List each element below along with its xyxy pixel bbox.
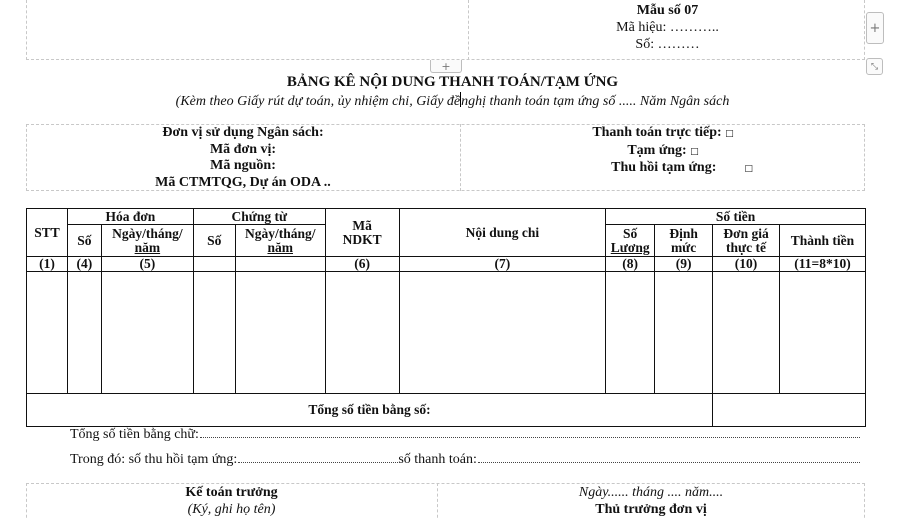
program-code-label: Mã CTMTQG, Dự án ODA .. bbox=[155, 174, 331, 190]
header-row-1 bbox=[27, 209, 866, 225]
chief-accountant-title: Kế toán trưởng bbox=[185, 485, 278, 500]
col-quantity: Số Lương bbox=[606, 225, 655, 257]
budget-unit-label: Đơn vị sử dụng Ngân sách: bbox=[162, 125, 324, 140]
checkbox-icon[interactable]: □ bbox=[725, 129, 734, 139]
of-which-line bbox=[70, 451, 860, 476]
col-voucher-date: Ngày/tháng/ năm bbox=[235, 225, 325, 257]
add-row-button[interactable] bbox=[430, 60, 462, 73]
col-norm: Định mức bbox=[655, 225, 713, 257]
plus-icon: + bbox=[869, 20, 881, 36]
budget-unit-info bbox=[26, 125, 460, 191]
amount-lines bbox=[70, 426, 860, 476]
cell-ndkt[interactable] bbox=[325, 272, 399, 394]
form-number: Mẫu số 07 bbox=[636, 3, 699, 18]
sign-note: (Ký, ghi họ tên) bbox=[187, 502, 276, 517]
advance-recovery-option[interactable]: Thu hồi tạm ứng: □ bbox=[611, 160, 753, 175]
code-label: Mã hiệu: ……….. bbox=[616, 20, 719, 35]
document-title: BẢNG KÊ NỘI DUNG THANH TOÁN/TẠM ỨNG bbox=[286, 74, 619, 90]
col-content: Nội dung chi bbox=[399, 209, 606, 257]
col-ndkt: Mã NDKT bbox=[325, 209, 399, 257]
signature-date: Ngày...... tháng .... năm.... bbox=[578, 485, 724, 500]
subtitle-text-after: nghị thanh toán tạm ứng số ..... Năm Ngân sách bbox=[461, 94, 730, 109]
cell-voucher-date[interactable] bbox=[235, 272, 325, 394]
cell-invoice-date[interactable] bbox=[101, 272, 193, 394]
advance-option[interactable]: Tạm ứng: □ bbox=[627, 142, 699, 158]
total-label: Tổng số tiền bằng số: bbox=[27, 394, 713, 427]
amount-in-words-label: Tổng số tiền bằng chữ: bbox=[70, 427, 199, 442]
unit-head-title: Thủ trưởng đơn vị bbox=[595, 502, 707, 517]
total-value-cell[interactable] bbox=[713, 394, 866, 427]
col-total: Thành tiền bbox=[779, 225, 865, 257]
payment-table bbox=[26, 208, 866, 427]
col-voucher: Chứng từ bbox=[193, 209, 325, 225]
subtitle-text-before: (Kèm theo Giấy rút dự toán, ủy nhiệm chi, Giấy đề bbox=[175, 94, 461, 109]
cell-total[interactable] bbox=[779, 272, 865, 394]
total-row bbox=[27, 394, 866, 427]
direct-payment-option[interactable]: Thanh toán trực tiếp: □ bbox=[592, 125, 734, 140]
chief-accountant-signature bbox=[26, 484, 437, 518]
header-divider bbox=[468, 0, 469, 60]
add-column-button[interactable] bbox=[866, 12, 884, 44]
checkbox-icon[interactable]: □ bbox=[744, 164, 753, 174]
col-invoice-date: Ngày/tháng/ năm bbox=[101, 225, 193, 257]
payment-type-info bbox=[461, 125, 865, 178]
cell-norm[interactable] bbox=[655, 272, 713, 394]
col-voucher-number: Số bbox=[193, 225, 235, 257]
cell-unit-price[interactable] bbox=[713, 272, 780, 394]
resize-icon: ⤡ bbox=[870, 61, 879, 72]
amount-in-words-line bbox=[70, 426, 860, 451]
amount-in-words-field[interactable] bbox=[200, 427, 860, 438]
table-row[interactable] bbox=[27, 272, 866, 394]
document-subtitle[interactable] bbox=[0, 92, 905, 110]
payment-amount-label: số thanh toán: bbox=[398, 452, 477, 467]
plus-icon: + bbox=[441, 59, 451, 73]
col-invoice-number: Số bbox=[67, 225, 101, 257]
col-stt: STT bbox=[27, 209, 68, 257]
source-code-label: Mã nguồn: bbox=[210, 158, 276, 173]
unit-code-label: Mã đơn vị: bbox=[209, 141, 277, 157]
number-label: Số: ……… bbox=[635, 37, 700, 52]
checkbox-icon[interactable]: □ bbox=[690, 146, 699, 157]
advance-recovery-field[interactable] bbox=[238, 452, 398, 463]
cell-content[interactable] bbox=[399, 272, 606, 394]
cell-quantity[interactable] bbox=[606, 272, 655, 394]
col-invoice: Hóa đơn bbox=[67, 209, 193, 225]
advance-recovery-label: Trong đó: số thu hồi tạm ứng: bbox=[70, 452, 238, 467]
table-resize-handle[interactable] bbox=[866, 58, 883, 75]
col-unit-price: Đơn giá thực tế bbox=[713, 225, 780, 257]
payment-amount-field[interactable] bbox=[478, 452, 860, 463]
cell-invoice-number[interactable] bbox=[67, 272, 101, 394]
form-info bbox=[470, 2, 865, 53]
col-amount: Số tiền bbox=[606, 209, 866, 225]
index-row: (1) (4) (5) (6) (7) (8) (9) (10) (11=8*10) bbox=[27, 257, 866, 272]
cell-voucher-number[interactable] bbox=[193, 272, 235, 394]
unit-head-signature bbox=[437, 484, 865, 518]
cell-stt[interactable] bbox=[27, 272, 68, 394]
